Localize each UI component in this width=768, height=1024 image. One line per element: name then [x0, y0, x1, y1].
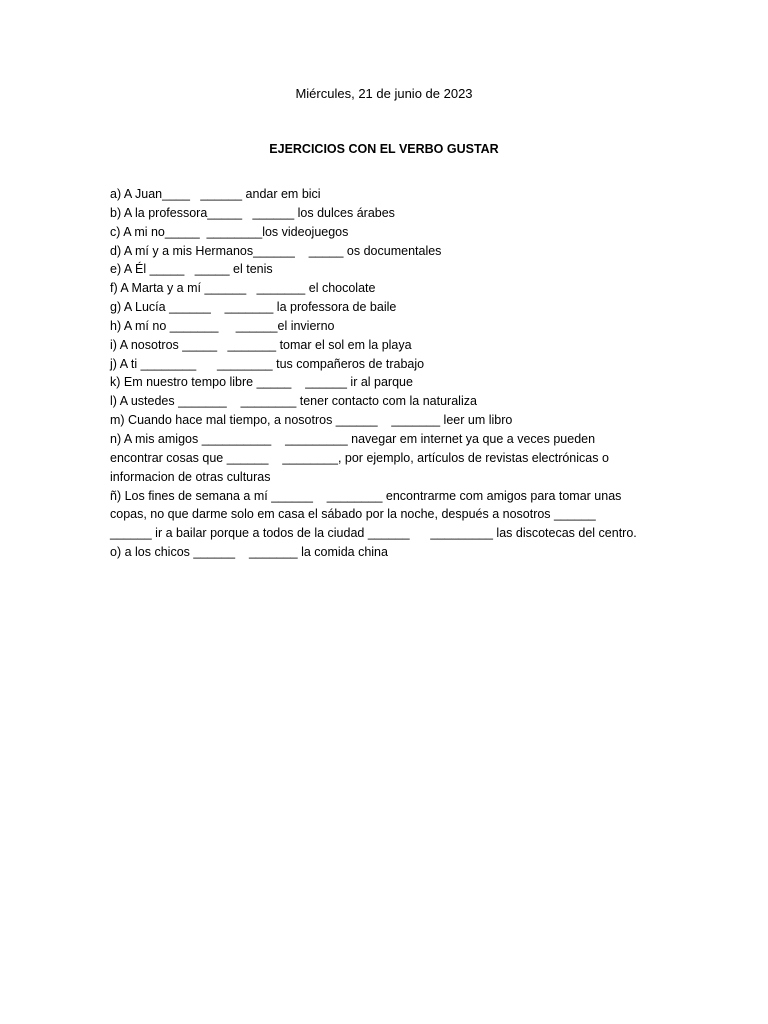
- exercise-line: copas, no que darme solo em casa el sábado por la noche, después a nosotros ______: [110, 507, 596, 522]
- exercise-line: f) A Marta y a mí ______ _______ el chocolate: [110, 281, 376, 296]
- exercise-line: m) Cuando hace mal tiempo, a nosotros ______ _______ leer um libro: [110, 413, 513, 428]
- exercise-line: a) A Juan____ ______ andar em bici: [110, 187, 321, 201]
- exercise-line: k) Em nuestro tempo libre _____ ______ ir al parque: [110, 375, 413, 390]
- exercise-line: ñ) Los fines de semana a mí ______ ________ encontrarme com amigos para tomar unas: [110, 488, 622, 503]
- exercise-line: o) a los chicos ______ _______ la comida china: [110, 545, 388, 560]
- exercise-line: d) A mí y a mis Hermanos______ _____ os documentales: [110, 243, 442, 258]
- exercise-line: l) A ustedes _______ ________ tener contacto com la naturaliza: [110, 394, 477, 409]
- exercise-list: [110, 185, 670, 562]
- exercise-line: informacion de otras culturas: [110, 469, 271, 484]
- exercise-line: h) A mí no _______ ______el invierno: [110, 318, 335, 333]
- exercise-line: j) A ti ________ ________ tus compañeros de trabajo: [110, 356, 425, 371]
- exercise-line: e) A Él _____ _____ el tenis: [110, 262, 273, 277]
- document-title: EJERCICIOS CON EL VERBO GUSTAR: [269, 142, 499, 156]
- document-date: Miércules, 21 de junio de 2023: [295, 86, 473, 101]
- exercise-line: encontrar cosas que ______ ________, por ejemplo, artículos de revistas electrónicas o: [110, 450, 609, 465]
- exercise-line: b) A la professora_____ ______ los dulces árabes: [110, 205, 395, 220]
- exercise-line: n) A mis amigos __________ _________ navegar em internet ya que a veces pueden: [110, 431, 596, 446]
- exercise-line: c) A mi no_____ ________los videojuegos: [110, 224, 349, 239]
- exercise-line: i) A nosotros _____ _______ tomar el sol em la playa: [110, 337, 412, 352]
- exercise-line: g) A Lucía ______ _______ la professora de baile: [110, 300, 397, 315]
- exercise-line: ______ ir a bailar porque a todos de la ciudad ______ _________ las discotecas del centro.: [110, 526, 637, 541]
